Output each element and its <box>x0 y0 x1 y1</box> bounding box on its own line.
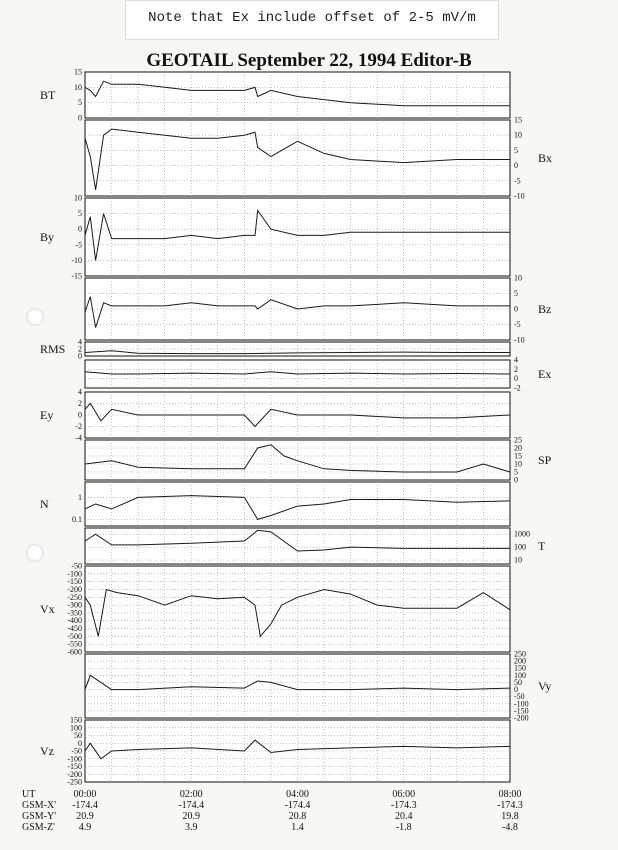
tick-label: 0 <box>78 224 82 234</box>
tick-label: 200 <box>514 656 526 666</box>
tick-label: 0 <box>78 351 82 361</box>
tick-label: -50 <box>514 692 525 702</box>
footer-value-y: 20.8 <box>288 811 307 822</box>
tick-label: 4 <box>78 387 82 397</box>
panel-bt <box>40 68 510 123</box>
footer-value-y: 20.9 <box>182 811 200 822</box>
tick-label: -15 <box>71 271 82 281</box>
tick-label: 15 <box>514 115 522 125</box>
panel-label: SP <box>538 453 552 467</box>
footer-value-ut: 08:00 <box>498 789 522 800</box>
footer-value-z: 3.9 <box>185 822 198 833</box>
panel-label: Ex <box>538 367 552 381</box>
tick-label: -300 <box>67 600 82 610</box>
tick-label: 25 <box>514 435 522 445</box>
tick-label: -400 <box>67 616 82 626</box>
footer-value-z: -1.8 <box>395 822 412 833</box>
panel-vx <box>40 562 510 657</box>
footer-value-x: -174.4 <box>178 800 205 811</box>
tick-label: -50 <box>71 561 82 571</box>
tick-label: 10 <box>74 193 82 203</box>
tick-label: 10 <box>514 130 522 140</box>
tick-label: -350 <box>67 608 82 618</box>
panel-sp <box>85 436 552 485</box>
panel-rms <box>40 338 510 361</box>
tick-label: 0.1 <box>72 514 82 524</box>
tick-label: 15 <box>74 67 82 77</box>
tick-label: -5 <box>75 240 82 250</box>
tick-label: 0 <box>514 475 518 485</box>
tick-label: -150 <box>514 706 529 716</box>
tick-label: -10 <box>514 335 525 345</box>
tick-label: 2 <box>78 399 82 408</box>
panel-bz <box>85 274 551 345</box>
punch-hole-top <box>26 308 44 326</box>
tick-label: 50 <box>74 731 82 740</box>
tick-label: -10 <box>514 191 525 201</box>
tick-label: -150 <box>67 762 82 771</box>
tick-label: 150 <box>514 663 526 673</box>
tick-label: 50 <box>514 677 522 687</box>
tick-label: 1 <box>78 492 82 502</box>
tick-label: 1000 <box>514 529 530 539</box>
panel-label: Ey <box>40 408 54 422</box>
tick-label: -10 <box>71 255 82 265</box>
tick-label: 0 <box>514 304 518 314</box>
tick-label: -2 <box>75 422 82 431</box>
panel-label: Bx <box>538 151 553 165</box>
footer-value-y: 20.4 <box>395 811 413 822</box>
panel-label: BT <box>40 88 56 102</box>
footer-value-z: 1.4 <box>291 822 304 833</box>
panel-ey <box>40 388 510 443</box>
footer-value-x: -174.4 <box>72 800 98 811</box>
panel-vz <box>40 716 510 787</box>
panel-label: By <box>40 230 55 244</box>
tick-label: -100 <box>67 754 82 764</box>
tick-label: -250 <box>67 777 82 787</box>
footer-row-label-gsm-z: GSM-Z' <box>22 822 55 833</box>
tick-label: -600 <box>67 647 82 657</box>
panel-bx <box>85 116 552 201</box>
tick-label: 5 <box>514 289 518 298</box>
tick-label: 15 <box>514 451 522 461</box>
tick-label: 0 <box>78 113 82 123</box>
footer-value-x: -174.3 <box>497 800 523 811</box>
tick-label: -450 <box>67 624 82 634</box>
tick-label: 100 <box>70 723 82 733</box>
tick-label: 10 <box>74 82 82 92</box>
footer-value-z: 4.9 <box>78 822 92 833</box>
footer-row-label-gsm-x: GSM-X' <box>22 800 57 811</box>
footer-row-label-gsm-y: GSM-Y' <box>22 811 57 822</box>
tick-label: -200 <box>67 584 82 594</box>
tick-label: 100 <box>514 670 526 680</box>
tick-label: 0 <box>514 161 518 171</box>
tick-label: 100 <box>514 542 526 552</box>
tick-label: 20 <box>514 443 522 453</box>
tick-label: -150 <box>67 577 82 587</box>
panel-label: N <box>40 497 49 511</box>
panel-label: Vy <box>538 679 552 693</box>
panel-label: T <box>538 539 546 553</box>
footer-value-z: -4.8 <box>502 822 518 833</box>
panel-label: Vz <box>40 744 54 758</box>
punch-hole-bottom <box>26 544 44 562</box>
tick-label: 5 <box>78 209 82 219</box>
tick-label: 4 <box>78 337 82 347</box>
footer-value-y: 20.9 <box>76 811 94 822</box>
tick-label: 0 <box>514 374 518 384</box>
panel-label: Bz <box>538 302 552 316</box>
tick-label: -200 <box>67 769 82 779</box>
tick-label: 0 <box>78 738 82 748</box>
tick-label: 5 <box>514 145 518 155</box>
tick-label: -550 <box>67 639 82 649</box>
tick-label: 2 <box>514 364 518 374</box>
tick-label: -2 <box>514 383 521 393</box>
tick-label: 10 <box>514 555 522 565</box>
footer-value-ut: 00:00 <box>73 789 97 800</box>
panel-frame <box>85 120 510 196</box>
panel-t <box>85 528 546 565</box>
tick-label: -50 <box>71 746 82 756</box>
tick-label: 0 <box>78 410 82 420</box>
footer-value-ut: 06:00 <box>392 789 416 800</box>
tick-label: 5 <box>78 98 82 108</box>
tick-label: 150 <box>70 715 82 725</box>
footer-value-ut: 02:00 <box>179 789 203 800</box>
tick-label: 5 <box>514 467 518 477</box>
tick-label: -100 <box>514 699 529 709</box>
page-title: GEOTAIL September 22, 1994 Editor-B <box>146 50 472 71</box>
panel-vy <box>85 650 551 723</box>
panel-label: RMS <box>40 342 66 356</box>
footer-value-ut: 04:00 <box>286 789 309 800</box>
tick-label: 10 <box>514 273 522 283</box>
tick-label: 2 <box>78 344 82 354</box>
footer-row-label-ut: UT <box>22 789 36 800</box>
tick-label: -250 <box>67 592 82 602</box>
panel-ex <box>85 356 551 393</box>
tick-label: -5 <box>514 320 521 329</box>
tick-label: 10 <box>514 459 522 469</box>
tick-label: 4 <box>514 355 518 365</box>
tick-label: -100 <box>67 569 82 579</box>
panel-label: Vx <box>40 602 55 616</box>
offset-note: Note that Ex include offset of 2-5 mV/m <box>125 0 499 40</box>
panel-by <box>40 194 510 281</box>
footer-value-x: -174.3 <box>390 800 417 811</box>
tick-label: -500 <box>67 631 82 641</box>
tick-label: -5 <box>514 176 521 186</box>
tick-label: 250 <box>514 649 526 659</box>
panel-n <box>40 482 510 526</box>
footer-value-x: -174.4 <box>284 800 311 811</box>
footer-value-y: 19.8 <box>501 811 519 822</box>
tick-label: -4 <box>75 433 82 443</box>
tick-label: 0 <box>514 685 518 695</box>
tick-label: -200 <box>514 713 529 723</box>
